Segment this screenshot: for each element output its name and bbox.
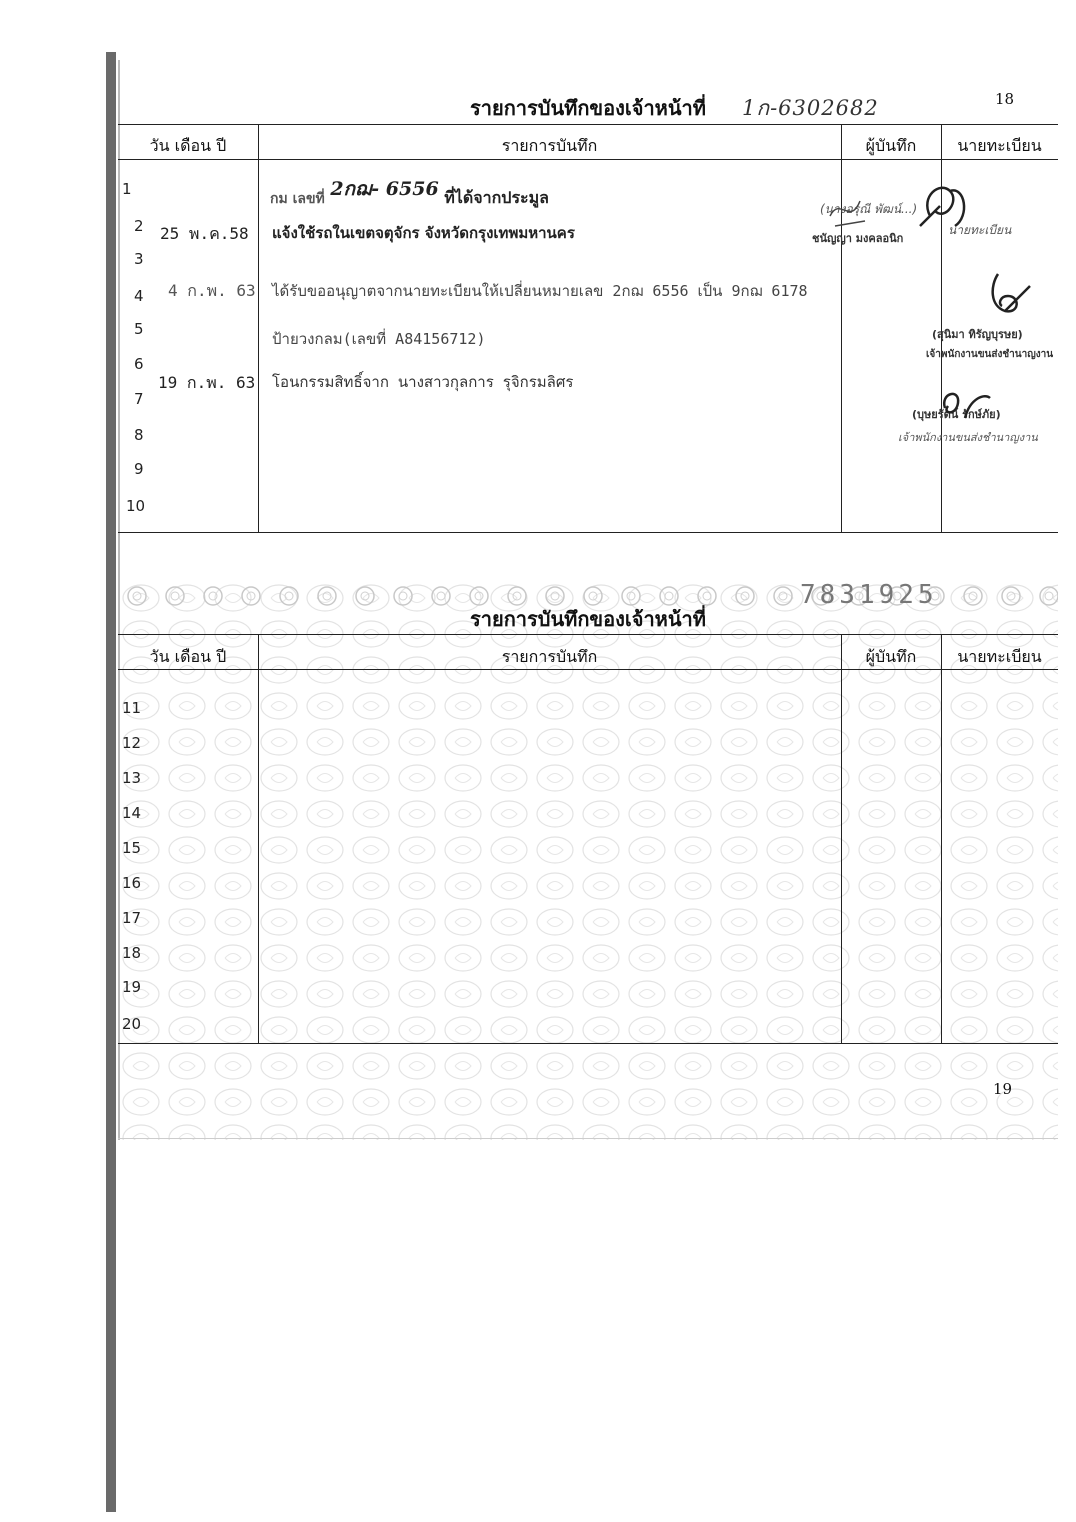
signature-scribble-1 [900,176,990,236]
top-table-col-divider-1 [258,124,259,532]
page-binding-edge [106,52,116,1512]
line-number-15: 15 [122,839,142,857]
top-page-number: 18 [995,90,1015,108]
entry-date-6: 19 ก.พ. 63 [158,373,256,392]
line-number-3: 3 [134,250,144,268]
stamp-officer-name-2: ชนัญญา มงคลอนิก [812,232,904,245]
top-header-registrar: นายทะเบียน [957,136,1042,155]
handwritten-doc-number: 1ก-6302682 [742,96,879,120]
record-line-1 [270,178,549,212]
line-number-5: 5 [134,320,144,338]
record-line-1-handwritten-plate: 2กฌ- 6556 [330,178,439,200]
top-table-border-top [118,124,1058,125]
entry-text-5: ป้ายวงกลม(เลขที่ A84156712) [272,330,486,348]
top-header-record: รายการบันทึก [501,136,598,155]
stamp-officer-name-1: (นางอรุณี พัฒน์...) [820,202,918,216]
line-number-7: 7 [134,390,144,408]
line-number-11: 11 [122,699,142,717]
record-line-1-prefix: กม เลขที่ [270,191,325,207]
stamp-officer-title-2: เจ้าพนักงานขนส่งชำนาญงาน [926,349,1054,360]
bottom-table-border-top [118,634,1058,635]
document-serial-number: 7831925 [800,580,938,610]
bottom-header-recorder: ผู้บันทึก [865,647,917,666]
bottom-page-number: 19 [993,1080,1013,1098]
record-line-1-suffix: ที่ได้จากประมูล [444,188,549,207]
bottom-section-title: รายการบันทึกของเจ้าหน้าที่ [470,607,706,631]
bottom-table-col-divider-2 [841,634,842,1043]
signature-scribble-3 [980,266,1040,326]
entry-text-6: โอนกรรมสิทธิ์จาก นางสาวกุลการ รุจิกรมลิศร [272,373,574,391]
stamp-officer-name-3: (สุนิมา ทิรัญบุรษย) [932,328,1023,341]
stamp-officer-title-1: นายทะเบียน [948,223,1012,237]
entry-text-2: แจ้งใช้รถในเขตจตุจักร จังหวัดกรุงเทพมหานคร [272,224,575,242]
entry-date-4: 4 ก.พ. 63 [168,281,256,300]
line-number-12: 12 [122,734,142,752]
line-number-18: 18 [122,944,142,962]
signature-scribble-4 [930,378,1010,428]
top-section-title: รายการบันทึกของเจ้าหน้าที่ [470,96,706,120]
line-number-19: 19 [122,978,142,996]
top-header-date: วัน เดือน ปี [149,136,227,155]
top-table-header-divider [118,159,1058,160]
bottom-header-record: รายการบันทึก [501,647,598,666]
line-number-20: 20 [122,1015,142,1033]
line-number-1: 1 [122,180,132,198]
top-header-recorder: ผู้บันทึก [865,136,917,155]
top-table-border-bottom [118,532,1058,533]
page-bottom-edge-line [118,1138,1058,1139]
line-number-9: 9 [134,460,144,478]
line-number-4: 4 [134,287,144,305]
signature-scribble-2 [820,186,880,236]
stamp-officer-name-4: (บุษยรัตน์ รักษ์ภัย) [912,408,1001,421]
entry-date-2: 25 พ.ค.58 [160,224,249,243]
bottom-table-col-divider-3 [941,634,942,1043]
entry-text-4: ได้รับขออนุญาตจากนายทะเบียนให้เปลี่ยนหมายเลข 2กฌ 6556 เป็น 9กฌ 6178 [272,282,808,300]
bottom-table-border-bottom [118,1043,1058,1044]
bottom-header-registrar: นายทะเบียน [957,647,1042,666]
line-number-8: 8 [134,426,144,444]
line-number-13: 13 [122,769,142,787]
bottom-header-date: วัน เดือน ปี [149,647,227,666]
line-number-2: 2 [134,217,144,235]
bottom-table-col-divider-1 [258,634,259,1043]
line-number-16: 16 [122,874,142,892]
line-number-17: 17 [122,909,142,927]
line-number-6: 6 [134,355,144,373]
stamp-officer-title-3: เจ้าพนักงานขนส่งชำนาญงาน [898,431,1038,444]
line-number-10: 10 [126,497,146,515]
line-number-14: 14 [122,804,142,822]
